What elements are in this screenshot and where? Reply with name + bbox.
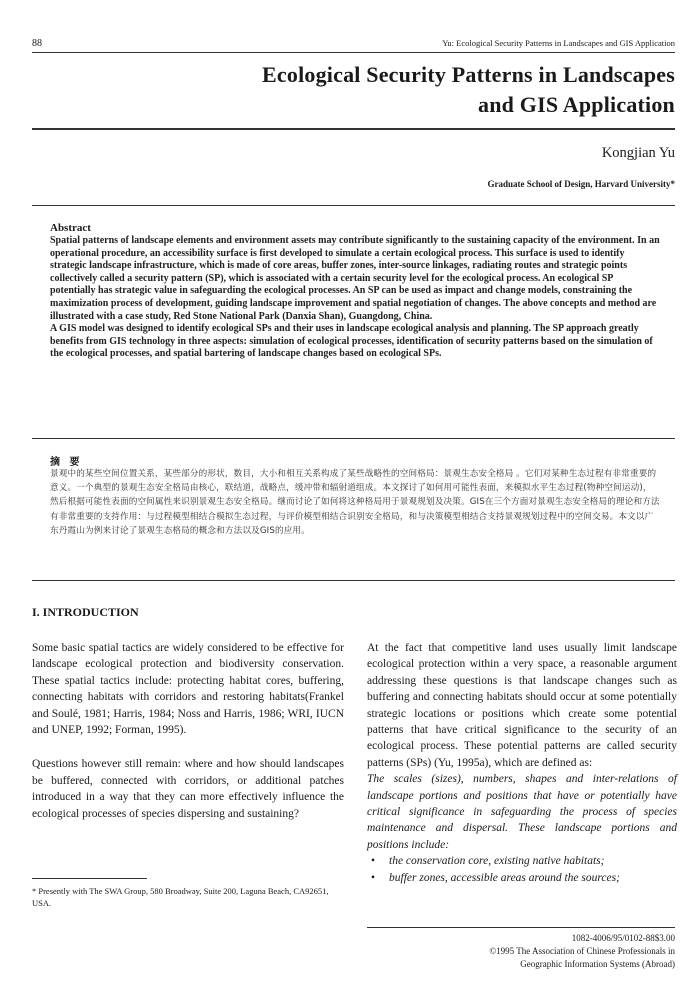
abstract-heading: Abstract (50, 222, 91, 234)
article-code: 1082-4006/95/0102-88$3.00 (571, 933, 675, 943)
author-name: Kongjian Yu (601, 145, 675, 161)
chinese-abstract-heading: 摘 要 (50, 457, 83, 468)
title-line-1: Ecological Security Patterns in Landscapes (262, 62, 675, 87)
right-column (367, 640, 677, 886)
running-head: Yu: Ecological Security Patterns in Landscapes and GIS Application (442, 38, 675, 48)
copyright-line: ©1995 The Association of Chinese Professionals in (489, 946, 675, 956)
body-paragraph: Questions however still remain: where and how should landscapes be buffered, connected with corridors, or additional patches introduced in a way that they can more effectively influence the ecological processes of species dispersing and sustaining? (32, 758, 344, 820)
copyright-line: Geographic Information Systems (Abroad) (520, 959, 675, 969)
abstract-paragraph: A GIS model was designed to identify ecological SPs and their uses in landscape ecological analysis and planning. The SP approach greatly benefits from GIS technology in three aspects: simulation of ecological processes, identification of security patterns based on the simulation of the ecological processes, and spatial bartering of landscape changes based on ecological SPs. (50, 323, 653, 360)
abstract-bottom-rule (32, 438, 675, 439)
chinese-abstract-paragraph: 景观中的某些空间位置关系，某些部分的形状，数目，大小和相互关系构成了某些战略性的空间格局：景观生态安全格局 。它们对某种生态过程有非常重要的意义。一个典型的景观生态安全格局由核心，联结道，战略点，缓冲带和辐射道组成。本文探讨了如何用可能性表面，来模拟水平生态过程(物种空间运动)，然后根据可能性表面的空间属性来识别景观生态安全格局。继而讨论了如何将这种格局用于景观规划及决策。GIS在三个方面对景观生态安全格局的理论和方法有非常重要的支持作用：与过程模型相结合模拟生态过程，与评价模型相结合识别安全格局，和与决策模型相结合支持景观规划过程中的空间交易。本文以广东丹霞山为例来讨论了景观生态格局的概念和方法以及GIS的应用。 (50, 469, 660, 536)
copyright-rule (367, 927, 675, 928)
sp-definition: The scales (sizes), numbers, shapes and inter-relations of landscape portions and positions that have or potentially have critical significance in safeguarding the process of species maintenance and dispersal. These landscape portions and positions include: (367, 773, 677, 851)
bullet-icon: • (371, 871, 376, 884)
list-item: • the conservation core, existing native habitats; (367, 853, 677, 869)
chinese-abstract-body (50, 467, 660, 538)
left-column (32, 640, 344, 822)
body-paragraph: At the fact that competitive land uses usually limit landscape ecological protection within a very space, a reasonable argument addressing these questions is that landscape changes such as buffering and connecting habitats should occur at some potentially strategic locations or positions which create some potential patterns that have critical significance to the security of an ecological process. These potential patterns are called security patterns (SPs) (Yu, 1995a), which are defined as: (367, 642, 677, 769)
copyright-block (355, 932, 675, 971)
body-paragraph: Some basic spatial tactics are widely considered to be effective for landscape ecological protection and biodiversity conservation. These spatial tactics include: protecting habitat cores, buffering, connecting habitats with corridors and restoring habitats(Frankel and Soulé, 1981; Harris, 1984; Noss and Harris, 1986; WRI, IUCN and UNEP, 1992; Forman, 1995). (32, 642, 344, 737)
bullet-icon: • (371, 855, 376, 868)
affiliation: Graduate School of Design, Harvard University* (487, 179, 675, 189)
abstract-top-rule (32, 205, 675, 206)
footnote: * Presently with The SWA Group, 580 Broadway, Suite 200, Laguna Beach, CA92651, USA. (32, 886, 329, 908)
title-line-2: and GIS Application (478, 92, 675, 117)
page-number: 88 (32, 38, 42, 49)
section-heading: I. INTRODUCTION (32, 605, 139, 619)
paper-title (115, 60, 675, 120)
abstract-paragraph: Spatial patterns of landscape elements and environment assets may contribute significantly to the sustaining capacity of the environment. In an operational procedure, an accessibility surface is first developed to simulate a certain ecological process. This surface is used to identify strategic landscape infrastructure, which is made of core areas, buffer zones, inter-source linkages, radiating routes and strategic points collectively called a security pattern (SP), which is associated with a certain security level for the ecological process. An ecological SP potentially has strategic value in safeguarding the ecological processes. An SP can be used as impact and change models, constraining the maximization process of development, guiding landscape improvement and spatial negotiation of changes. The above concepts and method are illustrated with a case study, Red Stone National Park (Danxia Shan), Guangdong, China. (50, 235, 660, 322)
abstract-body (50, 235, 660, 361)
sp-component-list (367, 853, 677, 886)
chinese-abstract-rule (32, 580, 675, 581)
list-item: • buffer zones, accessible areas around the sources; (367, 870, 677, 886)
footnote-rule (32, 878, 147, 879)
title-rule (32, 128, 675, 130)
header-rule (32, 52, 675, 53)
